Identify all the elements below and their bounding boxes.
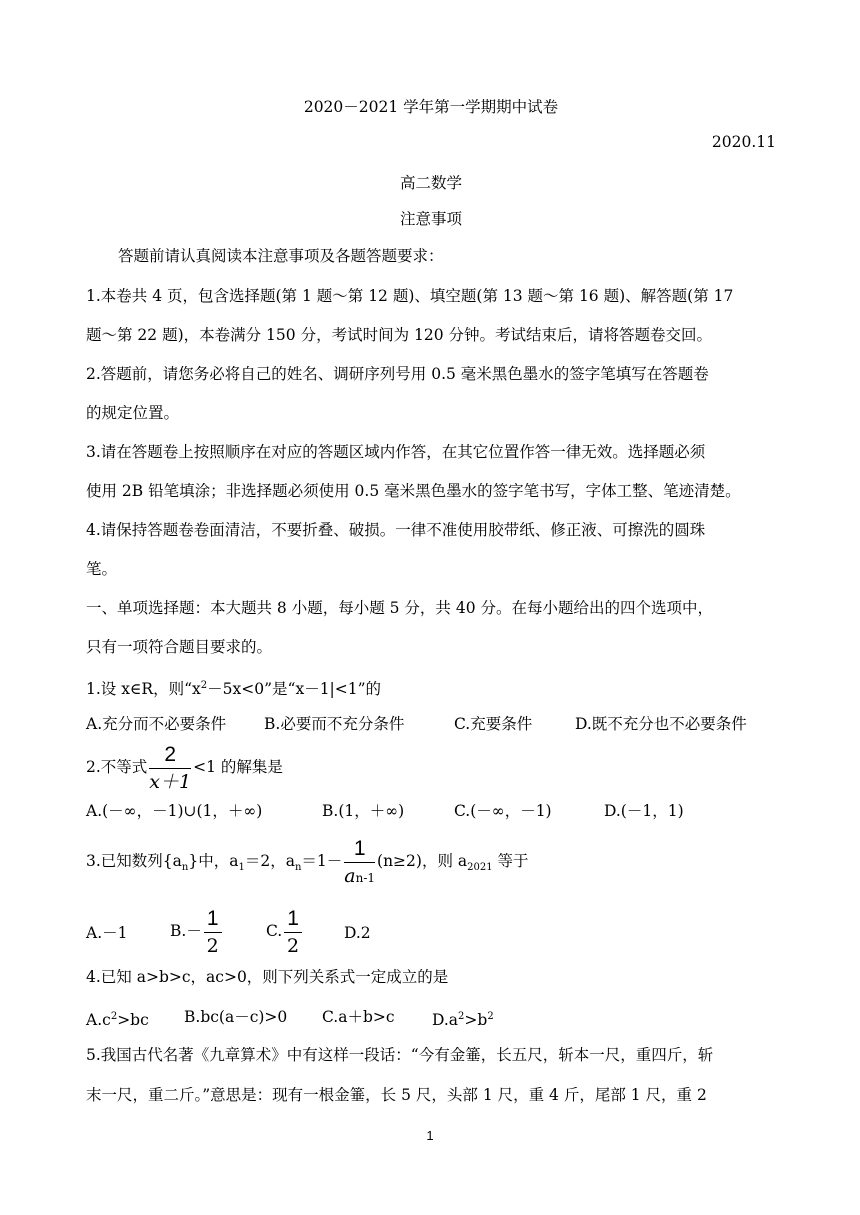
q1-option-c: C.充要条件 [454, 715, 533, 733]
notice-item-2-cont: 的规定位置。 [86, 404, 180, 422]
page-number: 1 [426, 1128, 434, 1143]
q4-option-c: C.a＋b>c [322, 1008, 395, 1026]
notice-item-3-cont: 使用 2B 铅笔填涂；非选择题必须使用 0.5 毫米黑色墨水的签字笔书写，字体工整、笔迹清楚。 [86, 482, 741, 500]
notice-intro: 答题前请认真阅读本注意事项及各题答题要求： [118, 247, 444, 265]
exam-date: 2020.11 [711, 133, 776, 151]
q4-option-a: $A.c^2>bc$ [86, 1011, 149, 1030]
section-heading-cont: 只有一项符合题目要求的。 [86, 638, 273, 656]
q1-option-b: B.必要而不充分条件 [264, 715, 405, 733]
question-2-stem: 2.不等式 $\frac{2}{x+1}$ <1 的解集是 [86, 743, 283, 793]
question-1-stem: 1.设 x∈R，则“$x^2-5x<0$”是“x－1|<1”的 [86, 680, 382, 699]
q2-option-a: A.(－∞，－1)∪(1，＋∞) [86, 802, 263, 820]
notice-item-4: 4.请保持答题卷卷面清洁，不要折叠、破损。一律不准使用胶带纸、修正液、可擦洗的圆珠 [86, 521, 706, 539]
subject-title: 高二数学 [399, 174, 462, 192]
q4-option-d: $D.a^2>b^2$ [432, 1011, 494, 1030]
question-4-stem: 4.已知 a>b>c，ac>0，则下列关系式一定成立的是 [86, 968, 449, 986]
q3-fraction: $\frac{1}{an-1}$ [344, 837, 376, 887]
question-5-stem-cont: 末一尺，重二斤。”意思是：现有一根金箠，长 5 尺，头部 1 尺，重 4 斤，尾部 1 尺，重 2 [86, 1086, 707, 1104]
question-3-stem: 3.已知数列$\{a_n\}$中，$a_1=2$，$a_n=1-$ $\frac{1}{an-1}$ (n≥2)，则 $a_{2021}$ 等于 [86, 837, 529, 887]
notice-item-2: 2.答题前，请您务必将自己的姓名、调研序列号用 0.5 毫米黑色墨水的签字笔填写在答题卷 [86, 365, 709, 383]
q3-option-a: A.－1 [86, 924, 128, 942]
q3-option-c: C. $\frac{1}{2}$ [266, 906, 304, 956]
q3-option-b: B.－ $\frac{1}{2}$ [170, 906, 224, 956]
q4-option-b: B.bc(a－c)>0 [184, 1008, 288, 1026]
question-5-stem: 5.我国古代名著《九章算术》中有这样一段话：“今有金箠，长五尺，斩本一尺，重四斤，斩 [86, 1046, 714, 1064]
q3-option-d: D.2 [344, 924, 371, 942]
notice-item-1: 1.本卷共 4 页，包含选择题(第 1 题～第 12 题)、填空题(第 13 题～第 16 题)、解答题(第 17 [86, 287, 734, 305]
q2-option-d: D.(－1，1) [604, 802, 684, 820]
section-heading: 一、单项选择题：本大题共 8 小题，每小题 5 分，共 40 分。在每小题给出的四个选项中， [86, 599, 714, 617]
q2-fraction: $\frac{2}{x+1}$ [149, 743, 192, 793]
notice-item-3: 3.请在答题卷上按照顺序在对应的答题区域内作答，在其它位置作答一律无效。选择题必须 [86, 443, 706, 461]
q1-option-a: A.充分而不必要条件 [86, 715, 227, 733]
notice-heading: 注意事项 [399, 210, 462, 228]
notice-item-4-cont: 笔。 [86, 560, 118, 578]
q2-option-c: C.(－∞，－1) [454, 802, 552, 820]
q2-option-b: B.(1，＋∞) [322, 802, 405, 820]
exam-title: 2020－2021 学年第一学期期中试卷 [303, 98, 559, 116]
q1-option-d: D.既不充分也不必要条件 [575, 715, 747, 733]
notice-item-1-cont: 题～第 22 题)，本卷满分 150 分，考试时间为 120 分钟。考试结束后，请将答题卷交回。 [86, 326, 713, 344]
